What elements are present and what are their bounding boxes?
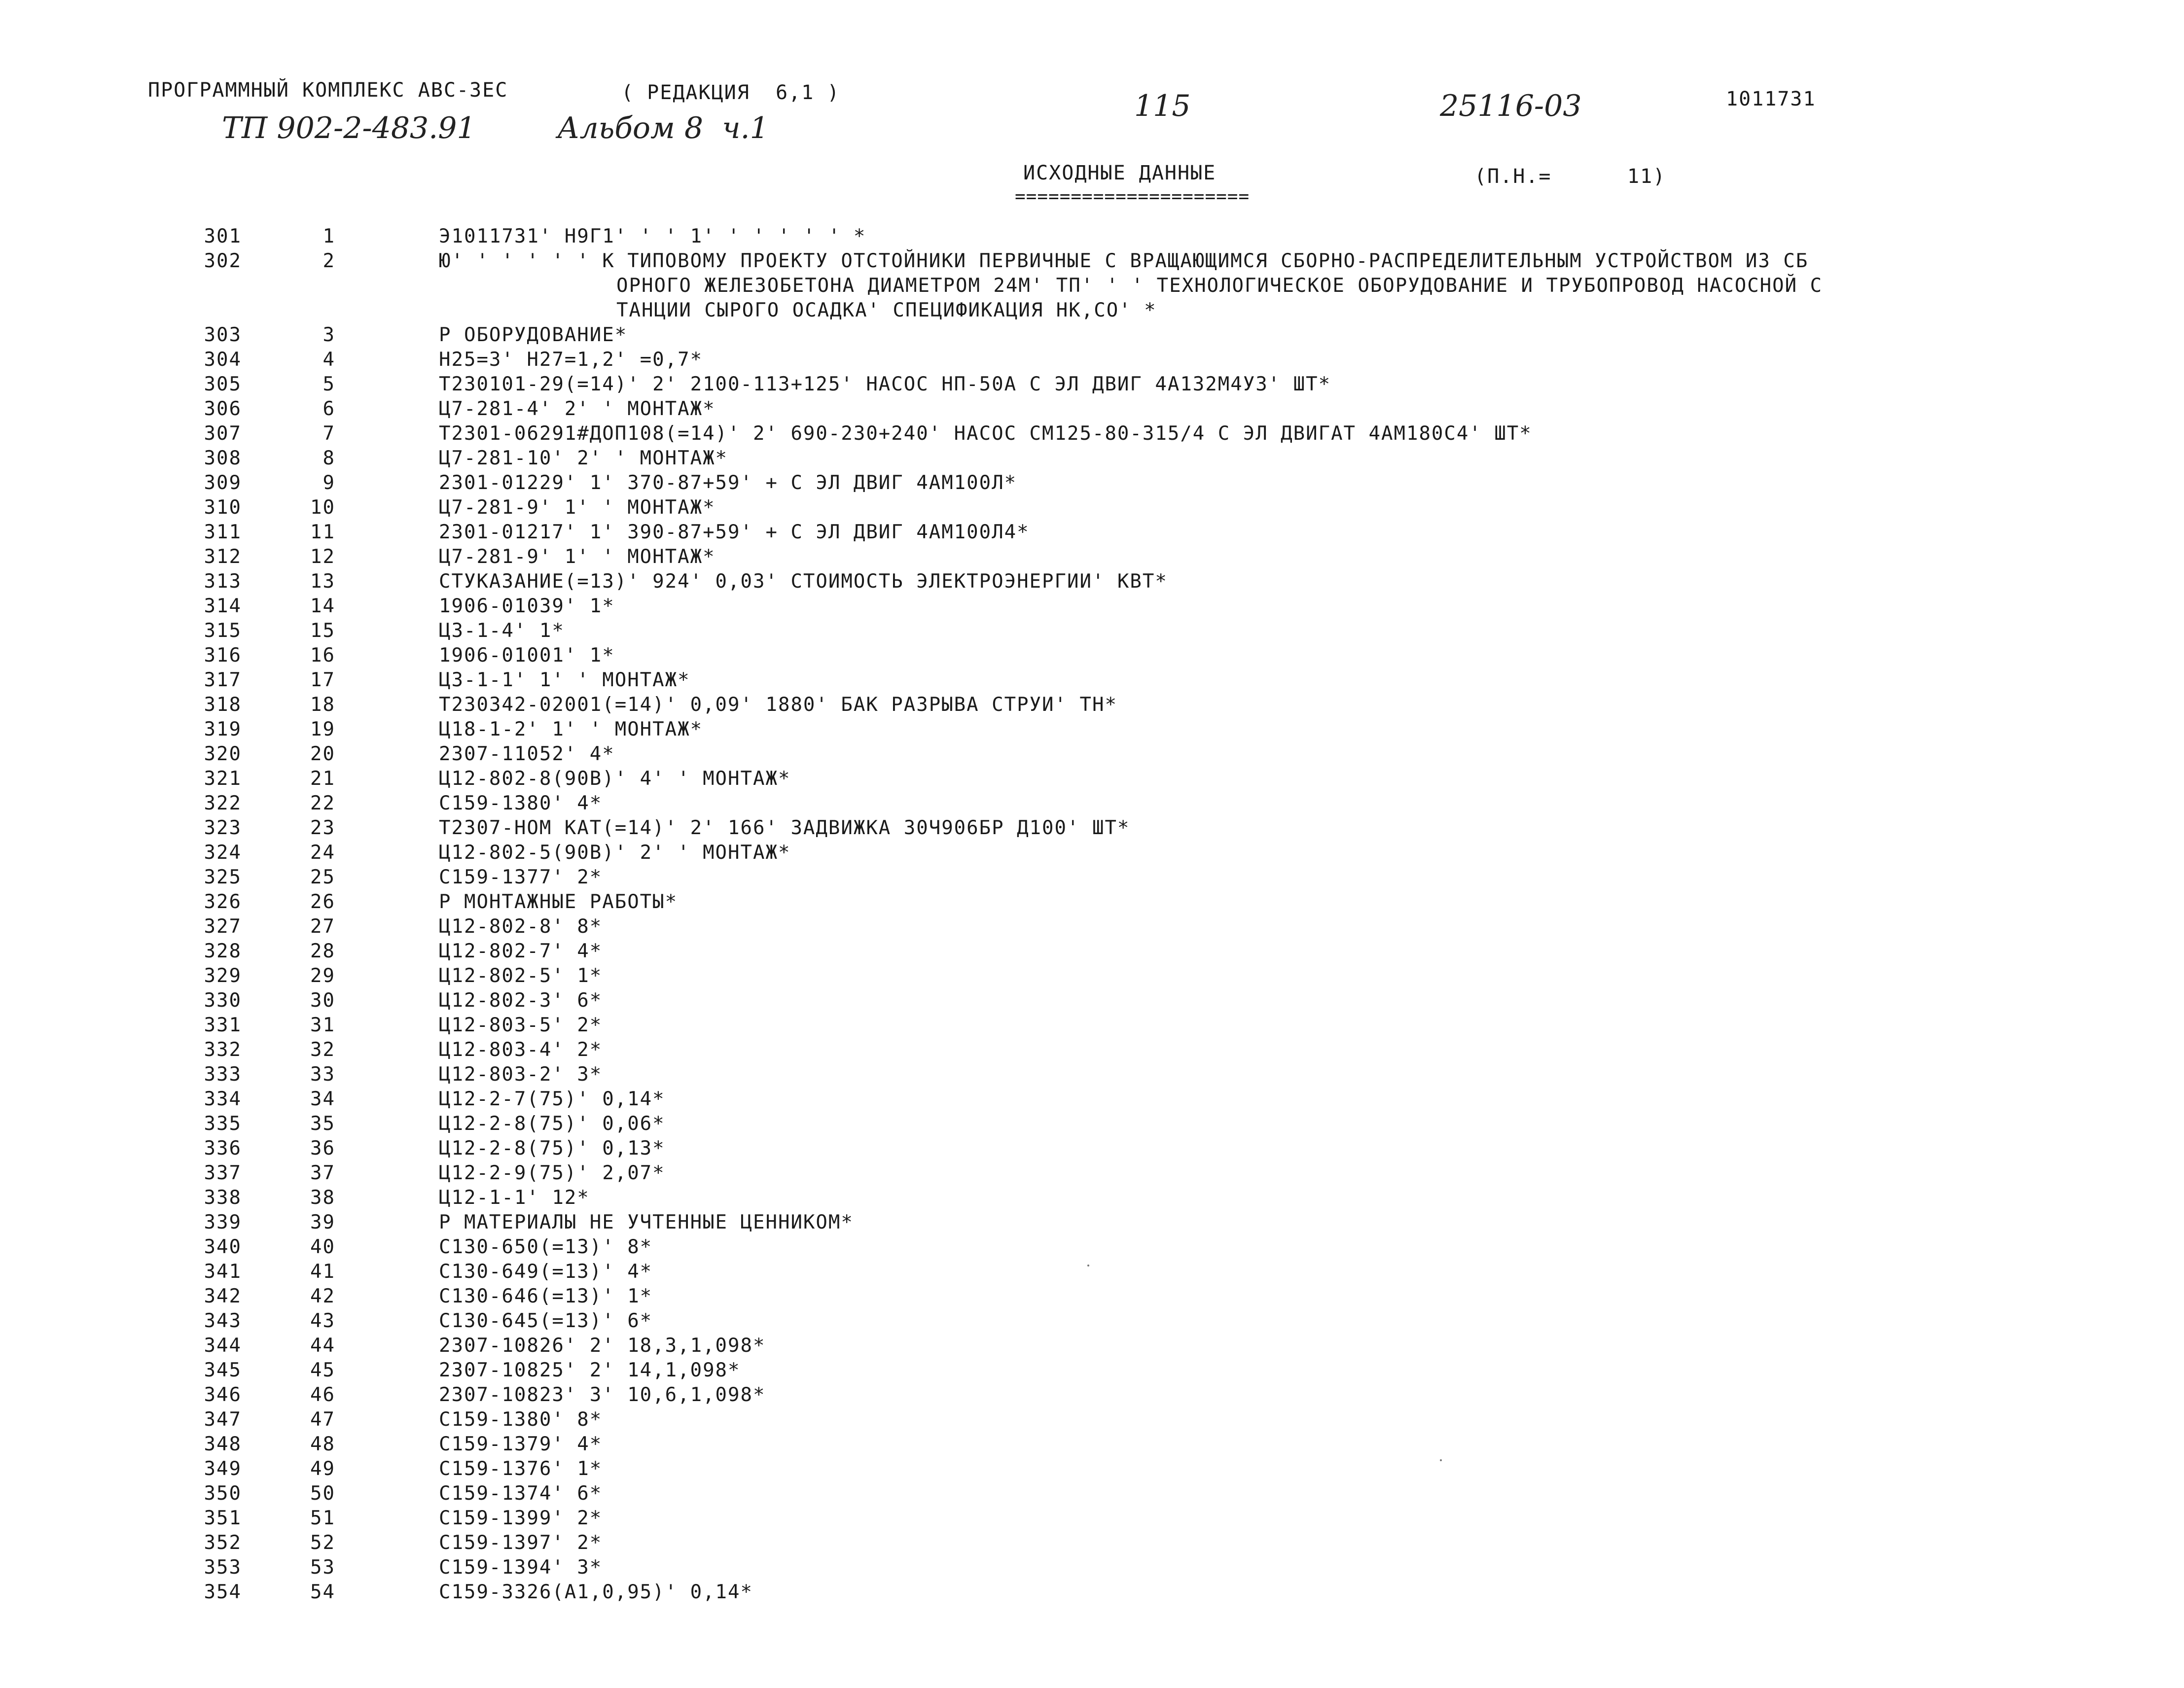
record-text: С159-1377' 2* — [439, 866, 603, 888]
listing-row — [182, 1087, 2106, 1112]
program-name: ПРОГРАММНЫЙ КОМПЛЕКС АВС-3ЕС — [148, 79, 508, 102]
absolute-line-number: 349 — [204, 1458, 242, 1480]
record-text: Ц7-281-10' 2' ' МОНТАЖ* — [439, 447, 728, 469]
record-text: Ц12-803-5' 2* — [439, 1014, 603, 1036]
relative-line-number: 18 — [310, 694, 335, 716]
relative-line-number: 5 — [322, 373, 335, 395]
relative-line-number: 25 — [310, 866, 335, 888]
absolute-line-number: 308 — [204, 447, 242, 469]
relative-line-number: 20 — [310, 743, 335, 765]
record-text: Ц12-802-7' 4* — [439, 940, 603, 962]
relative-line-number: 34 — [310, 1088, 335, 1110]
record-text: Ц12-802-8' 8* — [439, 915, 603, 938]
absolute-line-number: 344 — [204, 1335, 242, 1357]
absolute-line-number: 316 — [204, 644, 242, 667]
relative-line-number: 43 — [310, 1310, 335, 1332]
listing-row — [182, 988, 2106, 1013]
listing-row — [182, 1383, 2106, 1407]
absolute-line-number: 323 — [204, 817, 242, 839]
listing-row — [182, 693, 2106, 717]
record-continuation-text: ОРНОГО ЖЕЛЕЗОБЕТОНА ДИАМЕТРОМ 24М' ТП' ' ' ТЕХНОЛОГИЧЕСКОЕ ОБОРУДОВАНИЕ И ТРУБОПРОВОД НАСОСНОЙ С — [616, 275, 1823, 297]
absolute-line-number: 307 — [204, 422, 242, 445]
record-text: Н25=3' Н27=1,2' =0,7* — [439, 349, 703, 371]
absolute-line-number: 321 — [204, 768, 242, 790]
absolute-line-number: 320 — [204, 743, 242, 765]
absolute-line-number: 301 — [204, 225, 242, 247]
absolute-line-number: 312 — [204, 546, 242, 568]
listing-row — [182, 1038, 2106, 1062]
relative-line-number: 7 — [322, 422, 335, 445]
absolute-line-number: 303 — [204, 324, 242, 346]
listing-row — [182, 643, 2106, 668]
relative-line-number: 48 — [310, 1433, 335, 1455]
relative-line-number: 53 — [310, 1556, 335, 1579]
relative-line-number: 13 — [310, 570, 335, 593]
record-text: С130-649(=13)' 4* — [439, 1261, 653, 1283]
absolute-line-number: 340 — [204, 1236, 242, 1258]
record-text: Ц12-803-4' 2* — [439, 1039, 603, 1061]
record-text: С130-650(=13)' 8* — [439, 1236, 653, 1258]
record-text: 2301-01229' 1' 370-87+59' + С ЭЛ ДВИГ 4АМ100Л* — [439, 472, 1017, 494]
listing-row — [182, 348, 2106, 372]
absolute-line-number: 333 — [204, 1063, 242, 1086]
listing-row — [182, 1407, 2106, 1432]
title-underline: ===================== — [1015, 186, 1250, 207]
absolute-line-number: 306 — [204, 398, 242, 420]
listing-row — [182, 1309, 2106, 1334]
listing-row — [182, 767, 2106, 791]
listing-row — [182, 1432, 2106, 1457]
page-number: 115 — [1134, 89, 1191, 123]
record-text: Р МОНТАЖНЫЕ РАБОТЫ* — [439, 891, 678, 913]
scan-speck — [1440, 1459, 1442, 1461]
relative-line-number: 26 — [310, 891, 335, 913]
relative-line-number: 51 — [310, 1507, 335, 1529]
record-text: С159-3326(А1,0,95)' 0,14* — [439, 1581, 753, 1603]
listing-row — [182, 1358, 2106, 1383]
record-text: С159-1397' 2* — [439, 1532, 603, 1554]
absolute-line-number: 325 — [204, 866, 242, 888]
absolute-line-number: 302 — [204, 250, 242, 272]
listing-row — [182, 791, 2106, 816]
record-text: Ю' ' ' ' ' ' К ТИПОВОМУ ПРОЕКТУ ОТСТОЙНИКИ ПЕРВИЧНЫЕ С ВРАЩАЮЩИМСЯ СБОРНО-РАСПРЕДЕЛИТЕЛЬНЫМ УСТРОЙСТВОМ ИЗ СБ — [439, 250, 1809, 272]
relative-line-number: 40 — [310, 1236, 335, 1258]
record-text: Т2301-06291#ДОП108(=14)' 2' 690-230+240' НАСОС СМ125-80-315/4 С ЭЛ ДВИГАТ 4АМ180С4' ШТ* — [439, 422, 1532, 445]
absolute-line-number: 339 — [204, 1211, 242, 1233]
relative-line-number: 29 — [310, 965, 335, 987]
document-code: 25116-03 — [1440, 89, 1582, 123]
record-text: С130-645(=13)' 6* — [439, 1310, 653, 1332]
listing-row — [182, 717, 2106, 742]
relative-line-number: 10 — [310, 496, 335, 519]
record-text: Ц12-802-3' 6* — [439, 989, 603, 1012]
relative-line-number: 11 — [310, 521, 335, 543]
listing-row — [182, 1334, 2106, 1358]
record-text: 2307-11052' 4* — [439, 743, 615, 765]
data-listing — [182, 224, 2106, 1605]
relative-line-number: 52 — [310, 1532, 335, 1554]
relative-line-number: 49 — [310, 1458, 335, 1480]
absolute-line-number: 315 — [204, 620, 242, 642]
record-text: СТУКАЗАНИЕ(=13)' 924' 0,03' СТОИМОСТЬ ЭЛЕКТРОЭНЕРГИИ' КВТ* — [439, 570, 1168, 593]
record-text: Т230342-02001(=14)' 0,09' 1880' БАК РАЗРЫВА СТРУИ' ТН* — [439, 694, 1117, 716]
relative-line-number: 6 — [322, 398, 335, 420]
pn-value: 11) — [1627, 165, 1666, 188]
listing-row — [182, 520, 2106, 545]
listing-row — [182, 668, 2106, 693]
listing-row — [182, 865, 2106, 890]
listing-row — [182, 964, 2106, 988]
record-text: 2307-10823' 3' 10,6,1,098* — [439, 1384, 766, 1406]
absolute-line-number: 319 — [204, 718, 242, 740]
record-text: Ц3-1-4' 1* — [439, 620, 565, 642]
listing-row — [182, 619, 2106, 643]
listing-row — [182, 249, 2106, 323]
record-text: Ц12-1-1' 12* — [439, 1187, 590, 1209]
listing-row — [182, 1136, 2106, 1161]
listing-row — [182, 939, 2106, 964]
listing-row — [182, 1580, 2106, 1605]
listing-row — [182, 1186, 2106, 1210]
relative-line-number: 33 — [310, 1063, 335, 1086]
absolute-line-number: 351 — [204, 1507, 242, 1529]
relative-line-number: 42 — [310, 1285, 335, 1307]
record-text: Ц7-281-9' 1' ' МОНТАЖ* — [439, 546, 716, 568]
relative-line-number: 8 — [322, 447, 335, 469]
listing-row — [182, 569, 2106, 594]
absolute-line-number: 338 — [204, 1187, 242, 1209]
absolute-line-number: 310 — [204, 496, 242, 519]
absolute-line-number: 345 — [204, 1359, 242, 1381]
record-text: Ц7-281-4' 2' ' МОНТАЖ* — [439, 398, 716, 420]
absolute-line-number: 342 — [204, 1285, 242, 1307]
absolute-line-number: 313 — [204, 570, 242, 593]
relative-line-number: 46 — [310, 1384, 335, 1406]
listing-row — [182, 1013, 2106, 1038]
absolute-line-number: 332 — [204, 1039, 242, 1061]
absolute-line-number: 314 — [204, 595, 242, 617]
document-title: ИСХОДНЫЕ ДАННЫЕ — [1023, 162, 1217, 184]
listing-row — [182, 1235, 2106, 1260]
relative-line-number: 23 — [310, 817, 335, 839]
record-text: 2301-01217' 1' 390-87+59' + С ЭЛ ДВИГ 4АМ100Л4* — [439, 521, 1030, 543]
relative-line-number: 27 — [310, 915, 335, 938]
pn-label: (П.Н.= — [1474, 165, 1552, 188]
listing-row — [182, 471, 2106, 495]
listing-row — [182, 1112, 2106, 1136]
record-text: 2307-10825' 2' 14,1,098* — [439, 1359, 741, 1381]
listing-row — [182, 1062, 2106, 1087]
record-text: Ц12-2-9(75)' 2,07* — [439, 1162, 665, 1184]
listing-row — [182, 1555, 2106, 1580]
absolute-line-number: 347 — [204, 1408, 242, 1431]
record-text: Т2307-НОМ КАТ(=14)' 2' 166' ЗАДВИЖКА 30Ч906БР Д100' ШТ* — [439, 817, 1130, 839]
absolute-line-number: 346 — [204, 1384, 242, 1406]
record-text: С159-1379' 4* — [439, 1433, 603, 1455]
listing-row — [182, 224, 2106, 249]
relative-line-number: 19 — [310, 718, 335, 740]
record-text: Ц12-802-5' 1* — [439, 965, 603, 987]
project-id: 1011731 — [1726, 88, 1816, 110]
record-continuation-text: ТАНЦИИ СЫРОГО ОСАДКА' СПЕЦИФИКАЦИЯ НК,СО' * — [616, 299, 1157, 321]
album-reference: Альбом 8 ч.1 — [557, 111, 769, 145]
relative-line-number: 15 — [310, 620, 335, 642]
record-text: Ц12-802-5(90В)' 2' ' МОНТАЖ* — [439, 842, 791, 864]
record-text: С130-646(=13)' 1* — [439, 1285, 653, 1307]
relative-line-number: 3 — [322, 324, 335, 346]
record-text: С159-1394' 3* — [439, 1556, 603, 1579]
absolute-line-number: 311 — [204, 521, 242, 543]
absolute-line-number: 322 — [204, 792, 242, 814]
listing-row — [182, 1457, 2106, 1481]
record-text: 2307-10826' 2' 18,3,1,098* — [439, 1335, 766, 1357]
relative-line-number: 2 — [322, 250, 335, 272]
relative-line-number: 54 — [310, 1581, 335, 1603]
record-text: Т230101-29(=14)' 2' 2100-113+125' НАСОС НП-50А С ЭЛ ДВИГ 4А132М4У3' ШТ* — [439, 373, 1331, 395]
relative-line-number: 41 — [310, 1261, 335, 1283]
listing-row — [182, 914, 2106, 939]
record-text: Э1011731' Н9Г1' ' ' 1' ' ' ' ' ' * — [439, 225, 866, 247]
absolute-line-number: 304 — [204, 349, 242, 371]
record-text: Р ОБОРУДОВАНИЕ* — [439, 324, 628, 346]
edition-label: ( РЕДАКЦИЯ 6,1 ) — [621, 81, 840, 104]
relative-line-number: 39 — [310, 1211, 335, 1233]
relative-line-number: 50 — [310, 1482, 335, 1505]
relative-line-number: 12 — [310, 546, 335, 568]
absolute-line-number: 327 — [204, 915, 242, 938]
record-text: Ц12-2-8(75)' 0,13* — [439, 1137, 665, 1160]
listing-row — [182, 1260, 2106, 1284]
absolute-line-number: 354 — [204, 1581, 242, 1603]
absolute-line-number: 353 — [204, 1556, 242, 1579]
relative-line-number: 14 — [310, 595, 335, 617]
relative-line-number: 47 — [310, 1408, 335, 1431]
record-text: С159-1399' 2* — [439, 1507, 603, 1529]
record-text: Ц7-281-9' 1' ' МОНТАЖ* — [439, 496, 716, 519]
relative-line-number: 30 — [310, 989, 335, 1012]
scan-speck — [1087, 1265, 1089, 1266]
relative-line-number: 44 — [310, 1335, 335, 1357]
absolute-line-number: 329 — [204, 965, 242, 987]
relative-line-number: 37 — [310, 1162, 335, 1184]
record-text: 1906-01039' 1* — [439, 595, 615, 617]
listing-row — [182, 1210, 2106, 1235]
relative-line-number: 16 — [310, 644, 335, 667]
record-text: Р МАТЕРИАЛЫ НЕ УЧТЕННЫЕ ЦЕННИКОМ* — [439, 1211, 854, 1233]
record-text: Ц12-2-8(75)' 0,06* — [439, 1113, 665, 1135]
relative-line-number: 22 — [310, 792, 335, 814]
listing-row — [182, 1481, 2106, 1506]
relative-line-number: 45 — [310, 1359, 335, 1381]
record-text: Ц12-803-2' 3* — [439, 1063, 603, 1086]
record-text: Ц18-1-2' 1' ' МОНТАЖ* — [439, 718, 703, 740]
relative-line-number: 28 — [310, 940, 335, 962]
relative-line-number: 38 — [310, 1187, 335, 1209]
listing-row — [182, 841, 2106, 865]
absolute-line-number: 317 — [204, 669, 242, 691]
listing-row — [182, 323, 2106, 348]
absolute-line-number: 318 — [204, 694, 242, 716]
absolute-line-number: 343 — [204, 1310, 242, 1332]
record-text: С159-1380' 8* — [439, 1408, 603, 1431]
relative-line-number: 1 — [322, 225, 335, 247]
absolute-line-number: 330 — [204, 989, 242, 1012]
relative-line-number: 36 — [310, 1137, 335, 1160]
relative-line-number: 17 — [310, 669, 335, 691]
absolute-line-number: 328 — [204, 940, 242, 962]
absolute-line-number: 305 — [204, 373, 242, 395]
listing-row — [182, 446, 2106, 471]
listing-row — [182, 742, 2106, 767]
absolute-line-number: 350 — [204, 1482, 242, 1505]
listing-row — [182, 545, 2106, 569]
absolute-line-number: 348 — [204, 1433, 242, 1455]
absolute-line-number: 341 — [204, 1261, 242, 1283]
listing-row — [182, 372, 2106, 397]
relative-line-number: 35 — [310, 1113, 335, 1135]
absolute-line-number: 336 — [204, 1137, 242, 1160]
relative-line-number: 4 — [322, 349, 335, 371]
record-text: С159-1376' 1* — [439, 1458, 603, 1480]
relative-line-number: 9 — [322, 472, 335, 494]
record-text: Ц12-2-7(75)' 0,14* — [439, 1088, 665, 1110]
relative-line-number: 21 — [310, 768, 335, 790]
listing-row — [182, 422, 2106, 446]
record-text: 1906-01001' 1* — [439, 644, 615, 667]
absolute-line-number: 335 — [204, 1113, 242, 1135]
listing-row — [182, 1161, 2106, 1186]
relative-line-number: 31 — [310, 1014, 335, 1036]
absolute-line-number: 337 — [204, 1162, 242, 1184]
relative-line-number: 24 — [310, 842, 335, 864]
tp-reference: ТП 902-2-483.91 — [222, 111, 476, 145]
absolute-line-number: 334 — [204, 1088, 242, 1110]
listing-row — [182, 397, 2106, 422]
listing-row — [182, 1506, 2106, 1531]
listing-row — [182, 495, 2106, 520]
absolute-line-number: 324 — [204, 842, 242, 864]
listing-row — [182, 1531, 2106, 1555]
record-text: Ц3-1-1' 1' ' МОНТАЖ* — [439, 669, 690, 691]
record-text: Ц12-802-8(90В)' 4' ' МОНТАЖ* — [439, 768, 791, 790]
record-text: С159-1380' 4* — [439, 792, 603, 814]
listing-row — [182, 1284, 2106, 1309]
absolute-line-number: 331 — [204, 1014, 242, 1036]
listing-row — [182, 816, 2106, 841]
absolute-line-number: 326 — [204, 891, 242, 913]
record-text: С159-1374' 6* — [439, 1482, 603, 1505]
absolute-line-number: 309 — [204, 472, 242, 494]
absolute-line-number: 352 — [204, 1532, 242, 1554]
listing-row — [182, 594, 2106, 619]
listing-row — [182, 890, 2106, 914]
relative-line-number: 32 — [310, 1039, 335, 1061]
